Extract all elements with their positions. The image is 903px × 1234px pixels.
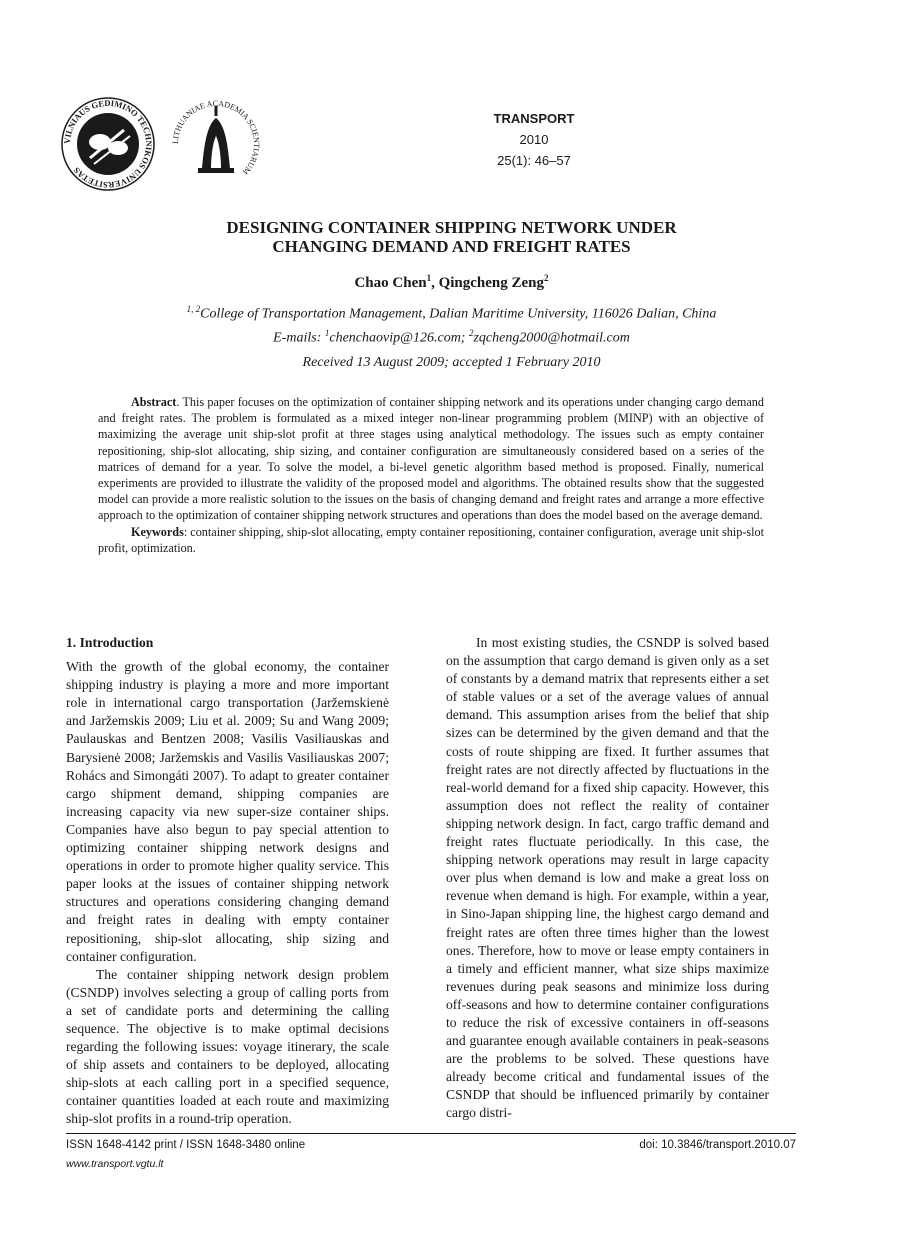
- journal-info: [420, 108, 648, 171]
- author-2-sup: 2: [544, 273, 549, 283]
- email-2-sup: 2: [468, 327, 474, 338]
- section-heading: 1. Introduction: [66, 635, 154, 650]
- academia-scientiarum-logo-icon: [168, 96, 264, 192]
- journal-year: 2010: [519, 132, 549, 147]
- email-1: chenchaovip@126.com;: [329, 330, 469, 346]
- abstract-label: Abstract: [131, 395, 177, 409]
- footer-divider: [66, 1133, 796, 1134]
- keywords-paragraph: [98, 524, 764, 556]
- svg-text:VILNIAUS GEDIMINO TECHNIKOS UN: VILNIAUS GEDIMINO TECHNIKOS UNIVERSITETAS: [61, 97, 155, 191]
- emails-line: [60, 324, 843, 348]
- keywords-label: Keywords: [131, 524, 184, 539]
- journal-logos: [60, 96, 260, 192]
- footer-issn: ISSN 1648-4142 print / ISSN 1648-3480 online: [66, 1139, 306, 1151]
- author-1: Chao Chen: [354, 275, 427, 291]
- affiliation-text: College of Transportation Management, Dalian Maritime University, 116026 Dalian, China: [200, 306, 717, 322]
- footer-website-link[interactable]: www.transport.vgtu.lt: [66, 1158, 164, 1170]
- paragraph-2: The container shipping network design problem (CSNDP) involves selecting a group of calling ports from a set of candidate ports and determining the calling sequence. The objective is to make optimal decisions regarding the following issues: voyage itinerary, the scale of ship assets and containers to be deployed, allocating ship-slots at each calling port in a specified sequence, container quantities loaded at each route and maximizing ship-slot profits in a round-trip operation.: [66, 966, 389, 1127]
- journal-name: TRANSPORT: [493, 111, 575, 126]
- body-column-left: [66, 634, 389, 1129]
- email-2: zqcheng2000@hotmail.com: [473, 330, 630, 346]
- affiliation: [60, 300, 843, 347]
- paper-title: [100, 218, 803, 256]
- abstract-text: . This paper focuses on the optimization of container shipping network and its operations under changing cargo demand and freight rates. The problem is formulated as a mixed integer non-linear programming problem (MINP) with an objective of maximizing the average unit ship-slot profit at three stages using analytical methodology. The issues such as empty container repositioning, ship-slot allocating, ship sizing, and container configuration are simultaneously considered based on a series of the matrices of demand for a year. To solve the model, a bi-level genetic algorithm based method is proposed. Finally, numerical experiments are provided to illustrate the validity of the proposed model and algorithms. The obtained results show that the suggested model can provide a more realistic solution to the issues on the basis of changing demand and freight rates and arrange a more effective approach to the optimization of container shipping network structures and operations than does the model based on the average demand.: [98, 395, 764, 523]
- emails-label: E-mails:: [273, 330, 325, 346]
- abstract-paragraph: [98, 394, 764, 524]
- journal-issue: 25(1): 46–57: [497, 153, 571, 168]
- affiliation-line: [60, 300, 843, 324]
- abstract: [98, 394, 764, 556]
- vgtu-university-seal-icon: [60, 96, 156, 192]
- paragraph-1: With the growth of the global economy, the container shipping industry is playing a more and more important role in international cargo transportation (Jaržemskienė and Jaržemskis 2009; Liu et al. 2009; Su and Wang 2009; Paulauskas and Bentzen 2008; Vasilis Vasiliauskas and Barysienė 2008; Jaržemskis and Vasilis Vasiliauskas 2007; Rohács and Simongáti 2007). To adapt to greater container cargo shipment demand, shipping companies are increasing capacity via new super-size container ships. Companies have also begun to pay special attention to optimizing container shipping network designs and operations in order to promote higher quality service. This paper looks at the issues of container shipping network structures and operations considering changing demand and freight rates in dealing with empty container repositioning, ship-slot allocating, ship sizing and container configuration.: [66, 659, 389, 964]
- body-column-right: [446, 634, 769, 1123]
- received-dates: Received 13 August 2009; accepted 1 February 2010: [302, 355, 601, 370]
- authors: [100, 273, 803, 292]
- footer-doi: doi: 10.3846/transport.2010.07: [639, 1139, 796, 1151]
- affiliation-sup: 1, 2: [186, 304, 201, 314]
- paragraph-3: In most existing studies, the CSNDP is solved based on the assumption that cargo demand is given only as a set of constants by a demand matrix that represents either a set of stable values or a set of the average values of annual demand. This assumption arises from the belief that ship sizes can be determined by the given demand and that the costs of route shipping are fixed. It further assumes that freight rates are not directly affected by fluctuations in the real-world demand for a fixed ship capacity. However, this assumption does not reflect the reality of container shipping network design. In fact, cargo traffic demand and freight rates fluctuate periodically. In this case, the shipping network operations may result in large capacity over plus when demand is low and make a great loss on revenue when demand is high. For example, within a year, in Sino-Japan shipping line, the highest cargo demand and freight rates are often three times higher than the lowest ones. Therefore, how to move or lease empty containers in a timely and efficient manner, what size ships maximize revenues during peak seasons and minimize loss during off-seasons and how to determine container configurations to reduce the risk of excessive containers in off-seasons and guarantee enough available containers in peak-seasons are the problems to be solved. These questions have already become critical and fundamental issues of the CSNDP that should be influenced primarily by container cargo distri-: [446, 635, 769, 1121]
- paper-title-line2: CHANGING DEMAND AND FREIGHT RATES: [272, 237, 631, 256]
- email-1-sup: 1: [324, 327, 330, 338]
- author-1-sup: 1: [426, 273, 432, 283]
- author-separator: ,: [431, 275, 439, 291]
- author-2: Qingcheng Zeng: [438, 275, 545, 291]
- svg-text:LITHUANIAE ACADEMIA SCIENTIARU: LITHUANIAE ACADEMIA SCIENTIARUM: [170, 98, 262, 177]
- keywords-text: : container shipping, ship-slot allocating, empty container repositioning, container configuration, average unit ship-slot profit, optimization.: [98, 524, 764, 555]
- paper-title-line1: DESIGNING CONTAINER SHIPPING NETWORK UNDER: [226, 218, 677, 237]
